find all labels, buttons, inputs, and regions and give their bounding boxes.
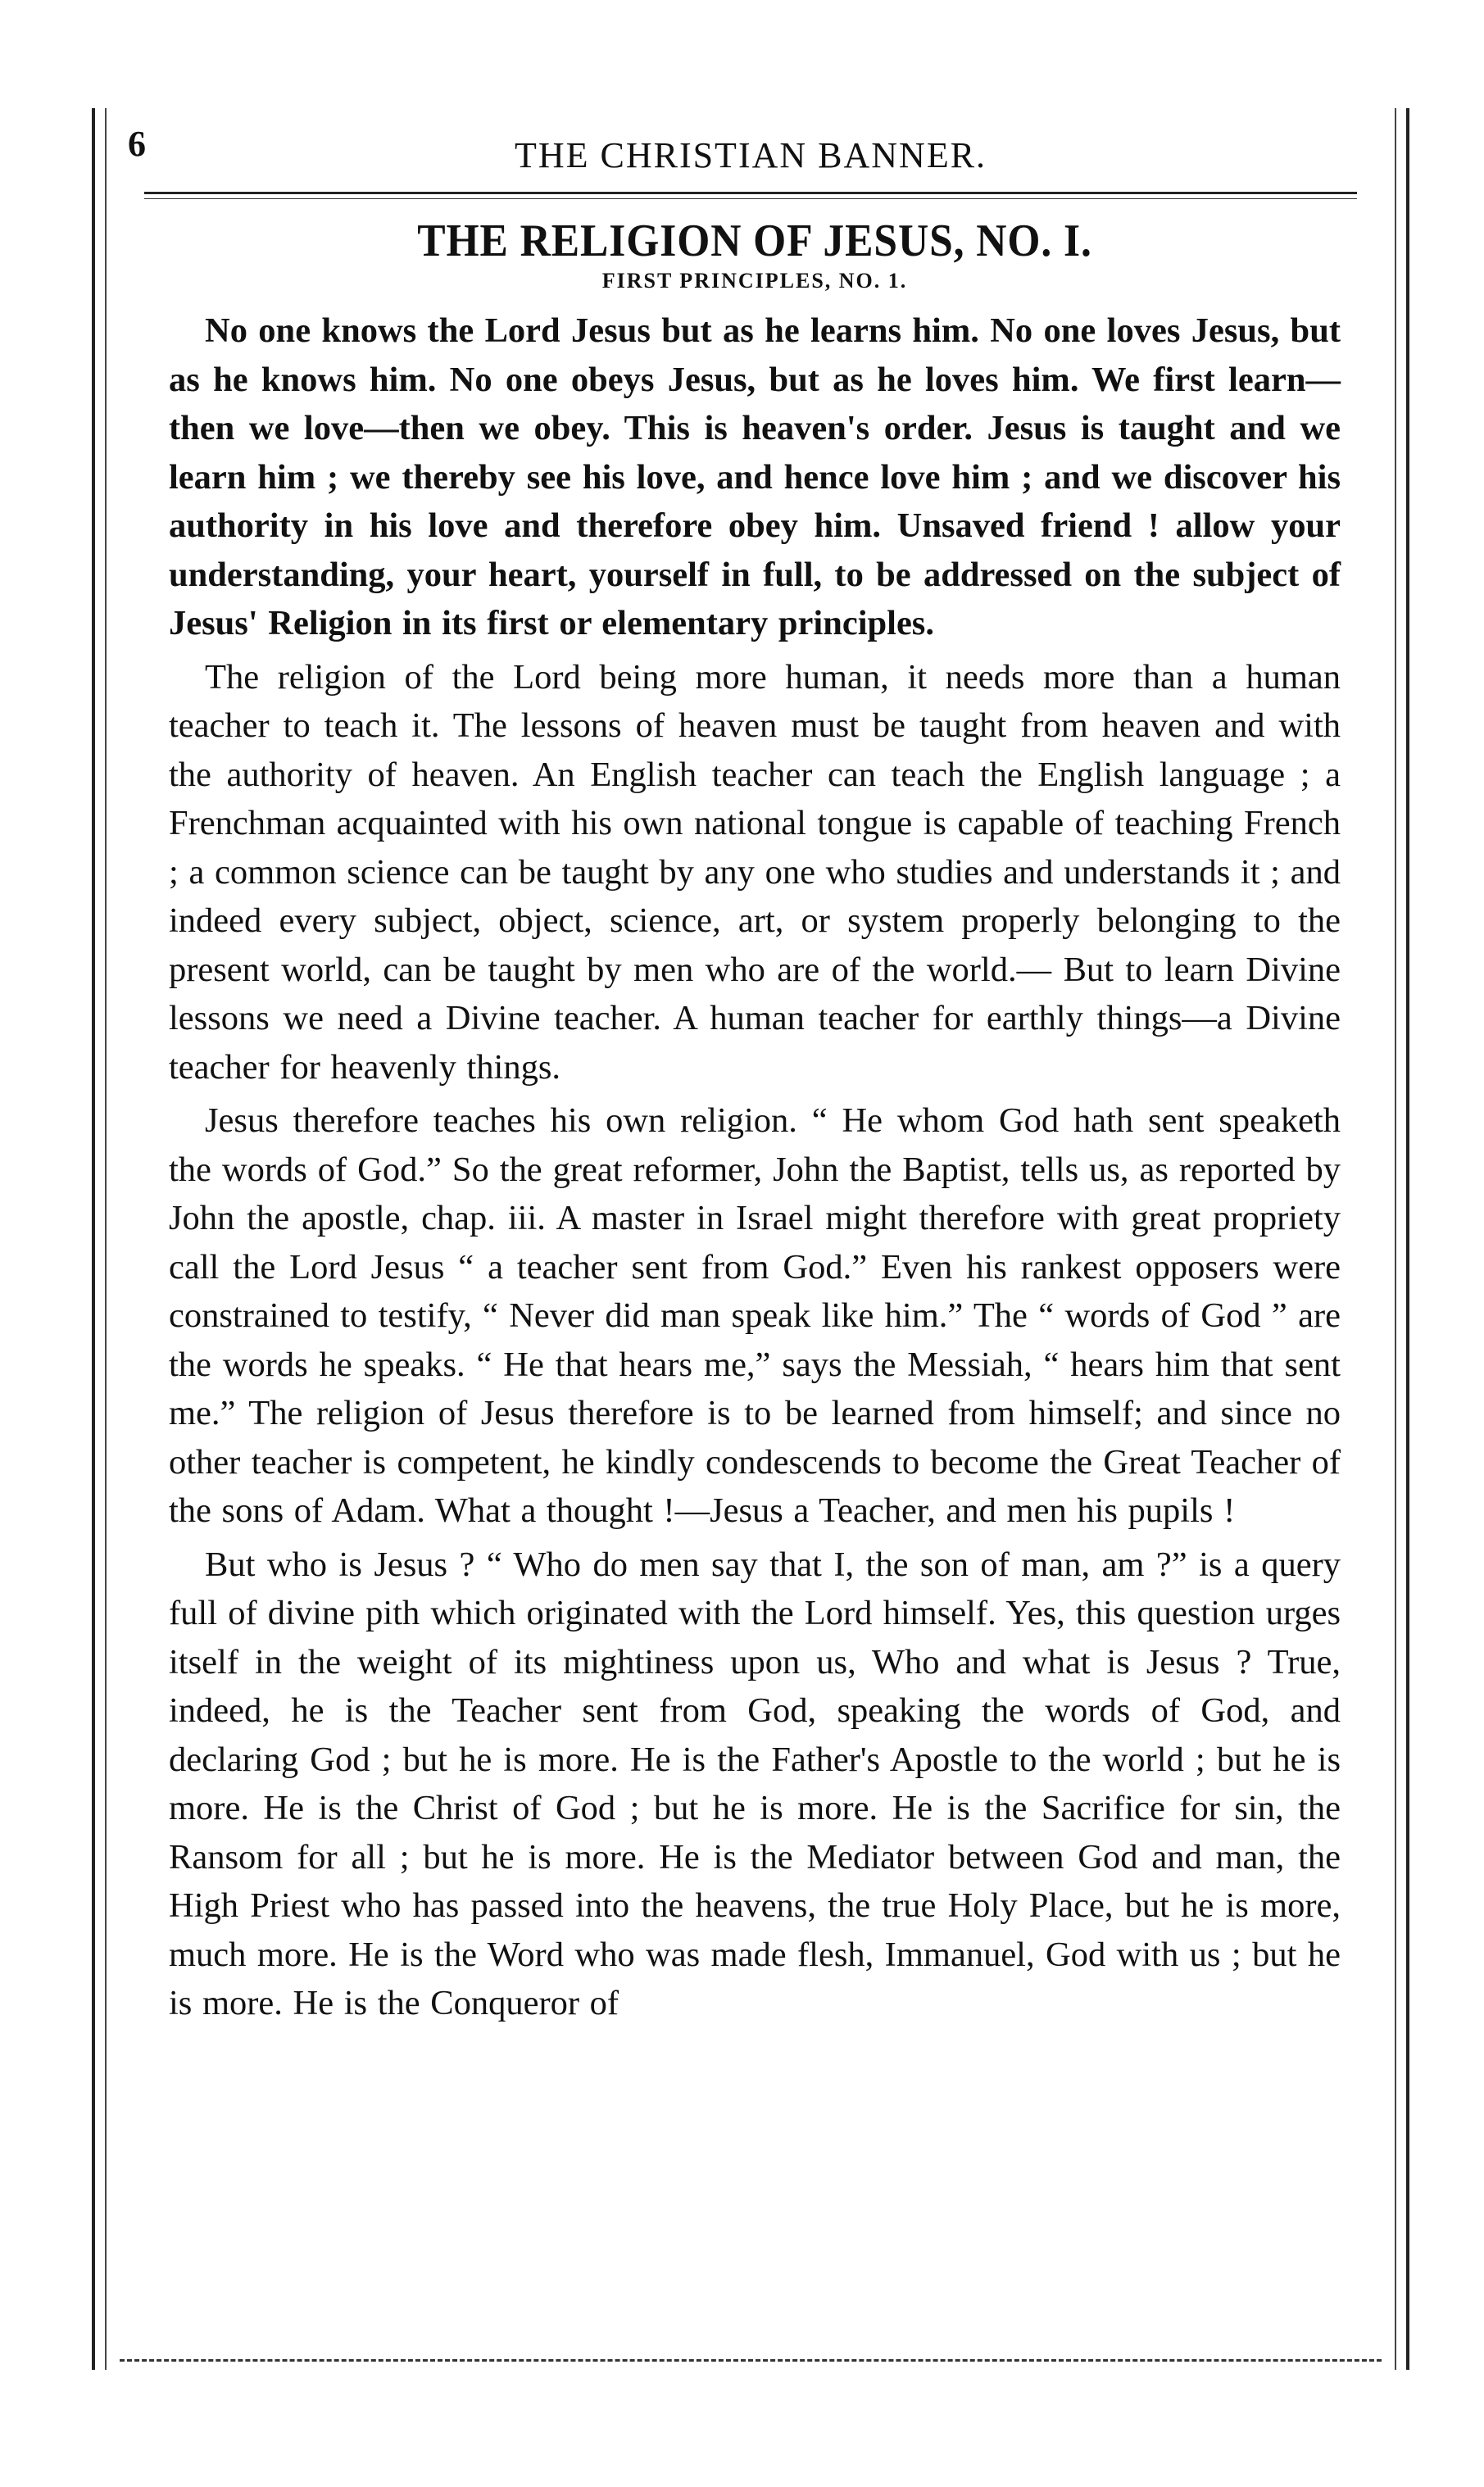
article-title: THE RELIGION OF JESUS, NO. I.: [417, 216, 1092, 266]
page-number: 6: [128, 124, 146, 164]
paragraph-4: But who is Jesus ? “ Who do men say that I, the son of man, am ?” is a query full of divine pith which originated with the Lord himself. Yes, this question urges itself in the weight of its mightiness upon us, Who and what is Jesus ? True, indeed, he is the Teacher sent from God, speaking the words of God, and declaring God ; but he is more. He is the Father's Apostle to the world ; but he is more. He is the Christ of God ; but he is more. He is the Sacrifice for sin, the Ransom for all ; but he is more. He is the Mediator between God and man, the High Priest who has passed into the heavens, the true Holy Place, but he is more, much more. He is the Word who was made flesh, Immanuel, God with us ; but he is more. He is the Conqueror of: [169, 1545, 1341, 2022]
running-header: [144, 118, 1357, 194]
bottom-divider: [120, 2359, 1382, 2362]
article: [169, 215, 1341, 2033]
article-subtitle: FIRST PRINCIPLES, NO. 1.: [601, 269, 908, 293]
paragraph-1: No one knows the Lord Jesus but as he learns him. No one loves Jesus, but as he knows him. No one obeys Jesus, but as he loves him. We first learn—then we love—then we obey. This is heaven's order. Jesus is taught and we learn him ; we thereby see his love, and hence love him ; and we discover his authority in his love and therefore obey him. Unsaved friend ! allow your understanding, your heart, yourself in full, to be addressed on the subject of Jesus' Religion in its first or elementary principles.: [169, 311, 1341, 642]
paragraph-2: The religion of the Lord being more human, it needs more than a human teacher to teach it. The lessons of heaven must be taught from heaven and with the authority of heaven. An English teacher can teach the English language ; a Frenchman acquainted with his own national tongue is capable of teaching French ; a common science can be taught by any one who studies and understands it ; and indeed every subject, object, science, art, or system properly belonging to the present world, can be taught by men who are of the world.— But to learn Divine lessons we need a Divine teacher. A human teacher for earthly things—a Divine teacher for heavenly things.: [169, 657, 1341, 1087]
page-frame: [92, 108, 1409, 2370]
running-head: THE CHRISTIAN BANNER.: [514, 134, 987, 175]
paragraph-3: Jesus therefore teaches his own religion. “ He whom God hath sent speaketh the words of God.” So the great reformer, John the Baptist, tells us, as reported by John the apostle, chap. iii. A master in Israel might therefore with great propriety call the Lord Jesus “ a teacher sent from God.” Even his rankest opposers were constrained to testify, “ Never did man speak like him.” The “ words of God ” are the words he speaks. “ He that hears me,” says the Messiah, “ hears him that sent me.” The religion of Jesus therefore is to be learned from himself; and since no other teacher is competent, he kindly condescends to become the Great Teacher of the sons of Adam. What a thought !—Jesus a Teacher, and men his pupils !: [169, 1101, 1341, 1530]
header-divider: [144, 198, 1357, 199]
